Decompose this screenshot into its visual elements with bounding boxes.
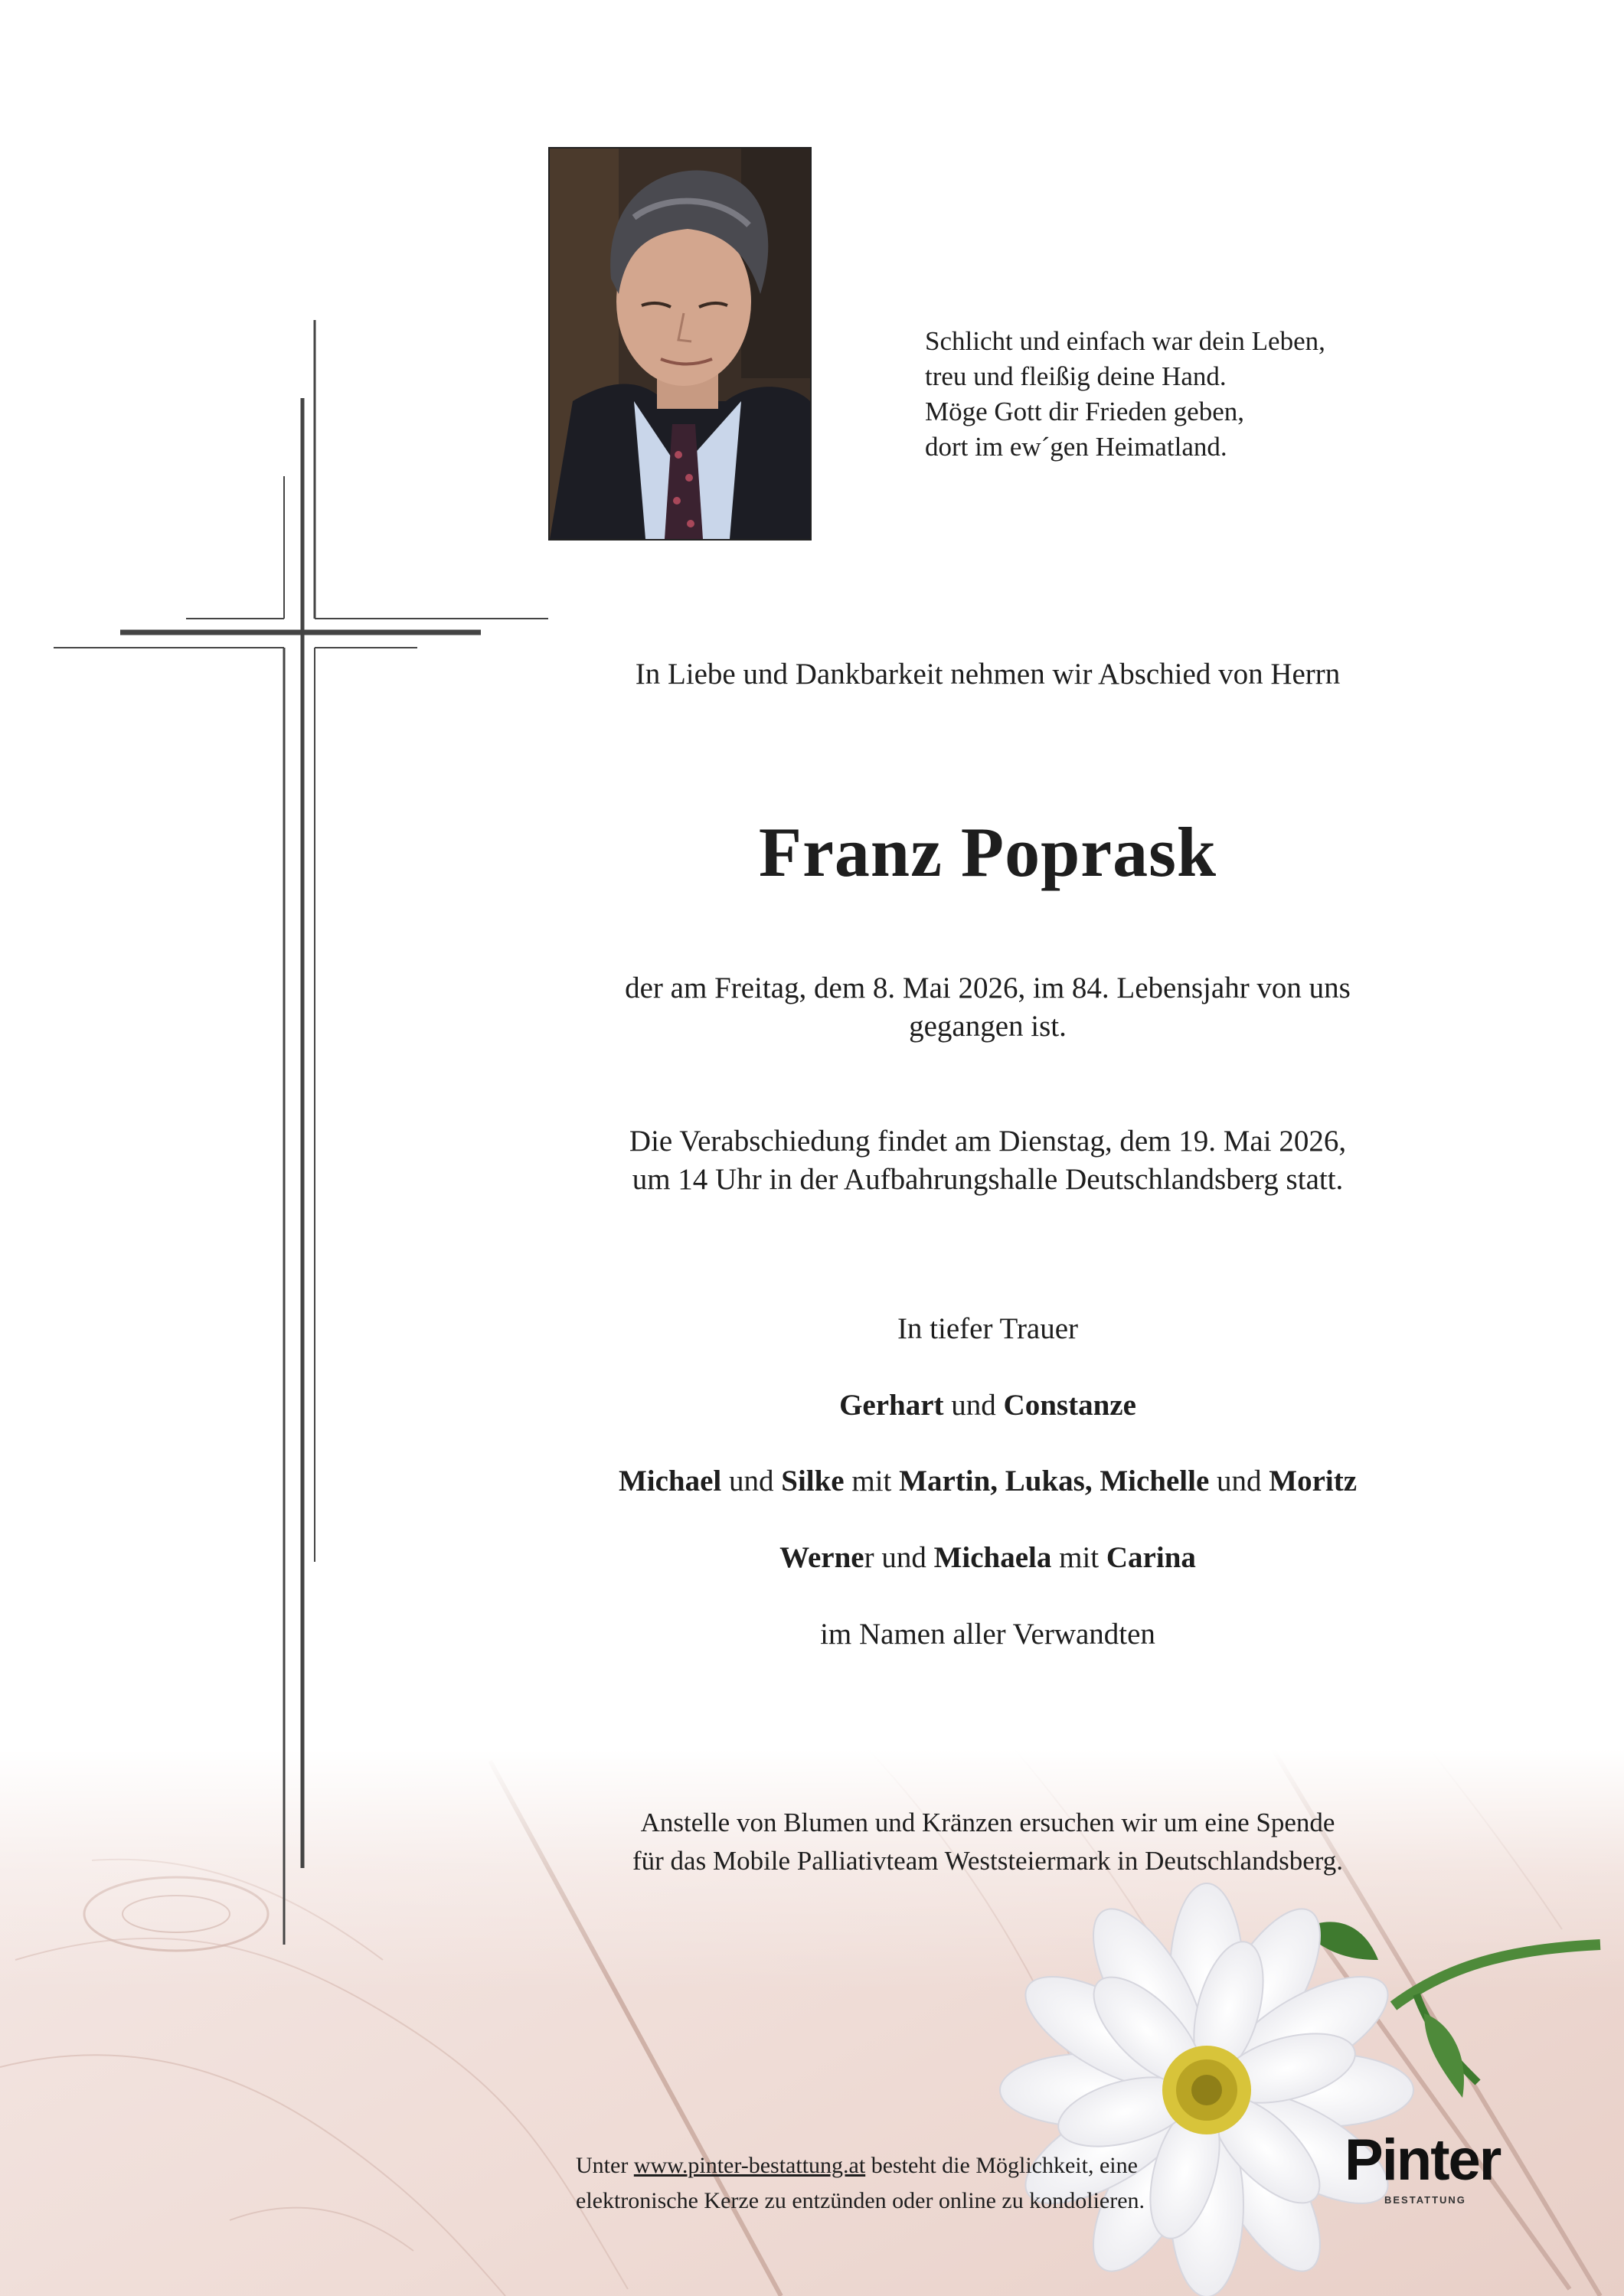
mourner-row xyxy=(551,1540,1424,1575)
donation-line: für das Mobile Palliativteam Weststeiermark in Deutschlandsberg. xyxy=(632,1846,1344,1876)
mourner-name: Gerhart xyxy=(839,1389,944,1422)
portrait-photo xyxy=(548,147,812,541)
deceased-name: Franz Poprask xyxy=(758,813,1217,891)
conjunction: und xyxy=(721,1465,782,1497)
mourner-row xyxy=(551,1388,1424,1422)
poem-line: treu und fleißig deine Hand. xyxy=(925,361,1227,391)
mourner-name: Michaela xyxy=(933,1541,1052,1574)
conjunction: mit xyxy=(1051,1541,1106,1574)
mourner-name: Moritz xyxy=(1269,1465,1358,1497)
intro-text: In Liebe und Dankbarkeit nehmen wir Abschied von Herrn xyxy=(635,658,1341,691)
logo-wordmark: Pinter xyxy=(1345,2128,1501,2193)
online-line-rest: besteht die Möglichkeit, eine xyxy=(865,2153,1138,2178)
poem-line: Schlicht und einfach war dein Leben, xyxy=(925,326,1325,356)
online-condolence-note xyxy=(576,2148,1265,2219)
death-notice xyxy=(551,969,1424,1046)
website-link[interactable]: www.pinter-bestattung.at xyxy=(633,2153,866,2178)
mourner-name: Carina xyxy=(1106,1541,1196,1574)
mourners-closing: im Namen aller Verwandten xyxy=(820,1618,1155,1651)
mourner-name: Constanze xyxy=(1003,1389,1136,1422)
farewell-line: Die Verabschiedung findet am Dienstag, dem 19. Mai 2026, xyxy=(629,1125,1347,1158)
donation-request xyxy=(536,1804,1439,1880)
cross-symbol xyxy=(0,0,613,1991)
death-notice-line: der am Freitag, dem 8. Mai 2026, im 84. Lebensjahr von uns xyxy=(625,972,1351,1004)
mourner-name: Martin, Lukas, Michelle xyxy=(899,1465,1210,1497)
memorial-poem xyxy=(925,324,1400,465)
mourning-heading: In tiefer Trauer xyxy=(897,1312,1079,1345)
poem-line: dort im ew´gen Heimatland. xyxy=(925,432,1227,462)
online-line xyxy=(576,2148,1265,2183)
conjunction: und xyxy=(943,1389,1004,1422)
mourner-name: Werne xyxy=(779,1541,864,1574)
pinter-logo xyxy=(1345,2130,1536,2214)
mourner-name: Michael xyxy=(618,1465,722,1497)
death-notice-line: gegangen ist. xyxy=(909,1010,1067,1043)
farewell-line: um 14 Uhr in der Aufbahrungshalle Deutschlandsberg statt. xyxy=(632,1163,1344,1196)
conjunction: und xyxy=(1209,1465,1269,1497)
logo-subtitle: BESTATTUNG xyxy=(1384,2194,1466,2206)
farewell-notice xyxy=(551,1122,1424,1199)
conjunction: und xyxy=(874,1541,934,1574)
conjunction: mit xyxy=(844,1465,900,1497)
poem-line: Möge Gott dir Frieden geben, xyxy=(925,397,1244,426)
name-suffix: r xyxy=(864,1541,874,1574)
online-line: elektronische Kerze zu entzünden oder online zu kondolieren. xyxy=(576,2188,1145,2213)
mourner-name: Silke xyxy=(781,1465,845,1497)
online-prefix: Unter xyxy=(576,2153,634,2178)
mourner-row xyxy=(551,1464,1424,1498)
donation-line: Anstelle von Blumen und Kränzen ersuchen wir um eine Spende xyxy=(640,1808,1335,1837)
